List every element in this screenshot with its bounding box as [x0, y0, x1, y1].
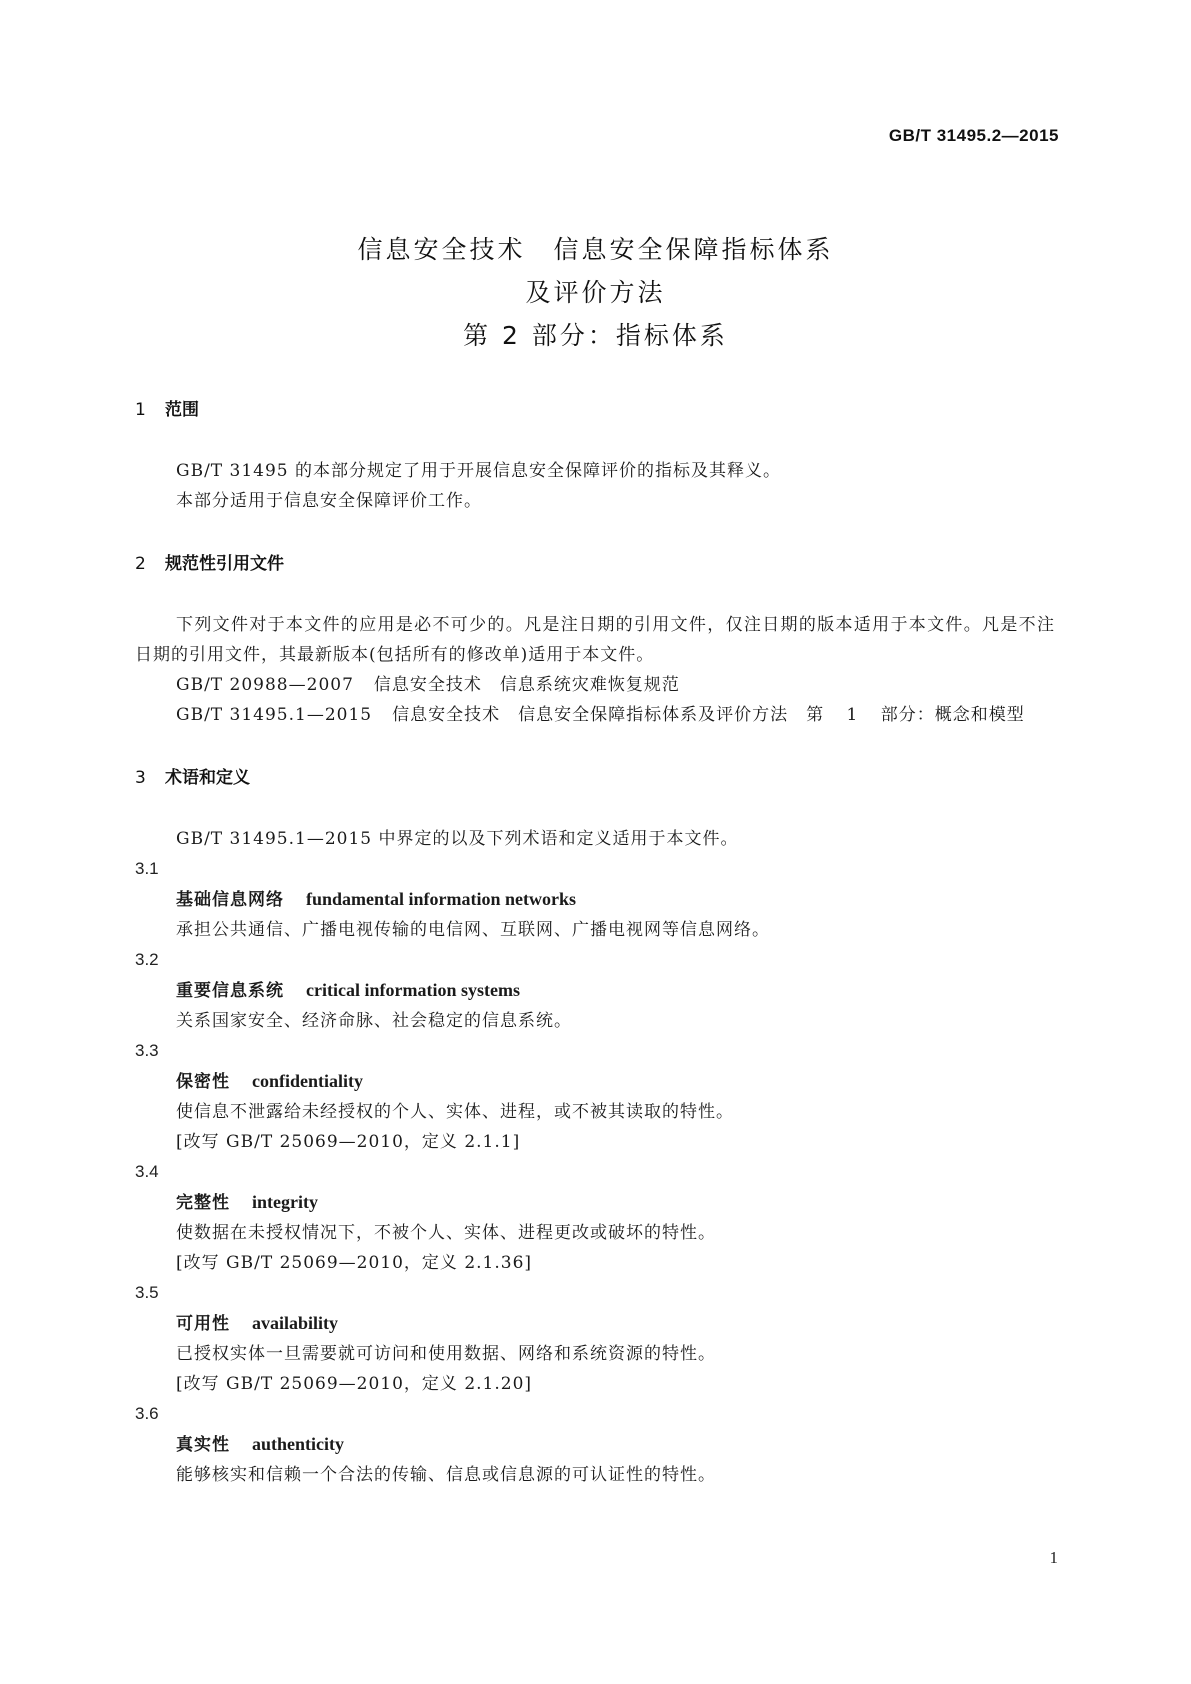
- term-zh: 重要信息系统: [176, 981, 284, 1001]
- section-title: 规范性引用文件: [165, 554, 284, 574]
- reference-code: GB/T 31495.1—2015: [176, 705, 373, 725]
- term-entry: [135, 1036, 1055, 1157]
- term-source-note: [改写 GB/T 25069—2010，定义 2.1.1]: [176, 1132, 521, 1152]
- term-number: 3.3: [135, 1041, 159, 1060]
- paragraph: 本部分适用于信息安全保障评价工作。: [176, 491, 482, 511]
- term-en: fundamental information networks: [306, 889, 577, 909]
- term-en: confidentiality: [252, 1071, 363, 1091]
- title-line-1: 信息安全技术 信息安全保障指标体系: [357, 235, 834, 264]
- section-heading-terms-definitions: [135, 766, 1055, 790]
- term-entry: [135, 1157, 1055, 1278]
- term-zh: 完整性: [176, 1193, 230, 1213]
- term-number: 3.6: [135, 1404, 159, 1423]
- paragraph: GB/T 31495.1—2015 中界定的以及下列术语和定义适用于本文件。: [176, 829, 739, 849]
- term-definition: 承担公共通信、广播电视传输的电信网、互联网、广播电视网等信息网络。: [176, 920, 770, 940]
- term-name: [135, 975, 1055, 1006]
- section-heading-normative-references: [135, 552, 1055, 576]
- term-name: [135, 884, 1055, 915]
- term-zh: 基础信息网络: [176, 890, 284, 910]
- term-name: [135, 1308, 1055, 1339]
- term-entry: [135, 854, 1055, 945]
- term-definition: 已授权实体一旦需要就可访问和使用数据、网络和系统资源的特性。: [176, 1344, 716, 1364]
- term-source-note: [改写 GB/T 25069—2010，定义 2.1.36]: [176, 1253, 533, 1273]
- term-number: 3.1: [135, 859, 159, 878]
- title-line-2: 及评价方法: [525, 278, 666, 307]
- term-entry: [135, 1399, 1055, 1490]
- reference-code: GB/T 20988—2007: [176, 675, 354, 695]
- term-number: 3.5: [135, 1283, 159, 1302]
- term-en: integrity: [252, 1192, 318, 1212]
- term-en: availability: [252, 1313, 339, 1333]
- paragraph: 下列文件对于本文件的应用是必不可少的。凡是注日期的引用文件，仅注日期的版本适用于本文件。凡是不注日期的引用文件，其最新版本(包括所有的修改单)适用于本文件。: [135, 615, 1055, 665]
- term-en: critical information systems: [306, 980, 520, 1000]
- section-number: 2: [135, 554, 146, 574]
- section-number: 1: [135, 400, 146, 420]
- reference-title: 信息安全技术 信息安全保障指标体系及评价方法 第 1 部分：概念和模型: [392, 705, 1025, 725]
- section-title: 范围: [165, 400, 199, 420]
- document-body: [135, 398, 1055, 1490]
- term-zh: 可用性: [176, 1314, 230, 1334]
- title-line-3: 第 2 部分：指标体系: [463, 321, 728, 350]
- reference-item: [135, 700, 1055, 730]
- term-name: [135, 1187, 1055, 1218]
- term-entry: [135, 945, 1055, 1036]
- term-zh: 保密性: [176, 1072, 230, 1092]
- term-definition: 使信息不泄露给未经授权的个人、实体、进程，或不被其读取的特性。: [176, 1102, 734, 1122]
- page-number: 1: [1049, 1548, 1058, 1567]
- term-en: authenticity: [252, 1434, 344, 1454]
- term-number: 3.2: [135, 950, 159, 969]
- term-entry: [135, 1278, 1055, 1399]
- section-title: 术语和定义: [165, 768, 250, 788]
- section-number: 3: [135, 768, 146, 788]
- term-name: [135, 1429, 1055, 1460]
- term-number: 3.4: [135, 1162, 159, 1181]
- section-heading-scope: [135, 398, 1055, 422]
- term-name: [135, 1066, 1055, 1097]
- reference-item: [135, 670, 1055, 700]
- term-source-note: [改写 GB/T 25069—2010，定义 2.1.20]: [176, 1374, 533, 1394]
- paragraph: GB/T 31495 的本部分规定了用于开展信息安全保障评价的指标及其释义。: [176, 461, 782, 481]
- term-definition: 关系国家安全、经济命脉、社会稳定的信息系统。: [176, 1011, 572, 1031]
- term-definition: 能够核实和信赖一个合法的传输、信息或信息源的可认证性的特性。: [176, 1465, 716, 1485]
- term-zh: 真实性: [176, 1435, 230, 1455]
- reference-title: 信息安全技术 信息系统灾难恢复规范: [373, 675, 680, 695]
- document-title: [0, 228, 1191, 357]
- standard-number: GB/T 31495.2—2015: [888, 126, 1059, 145]
- term-definition: 使数据在未授权情况下，不被个人、实体、进程更改或破坏的特性。: [176, 1223, 716, 1243]
